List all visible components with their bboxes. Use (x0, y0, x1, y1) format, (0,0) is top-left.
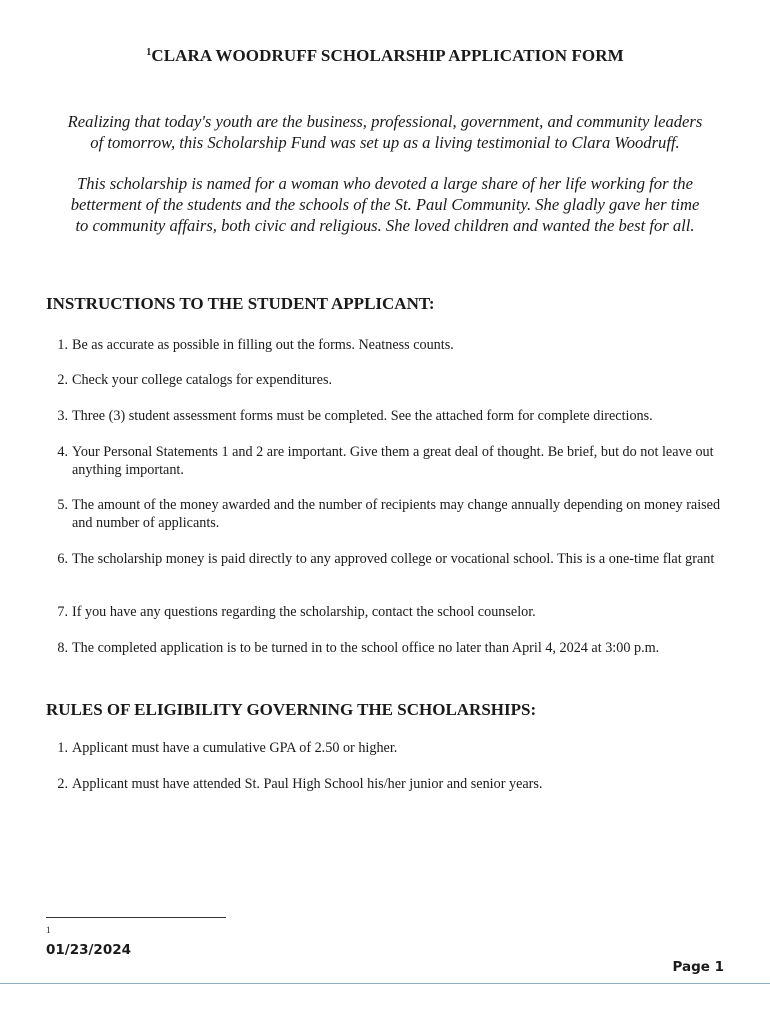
document-title (0, 46, 770, 66)
item-text: The scholarship money is paid directly to any approved college or vocational school. This is a one-time flat grant (72, 551, 715, 567)
item-number: 1. (57, 740, 68, 756)
item-number: 1. (57, 337, 68, 353)
intro-line: of tomorrow, this Scholarship Fund was set up as a living testimonial to Clara Woodruff. (90, 133, 680, 152)
item-text: Applicant must have a cumulative GPA of 2.50 or higher. (72, 740, 398, 756)
instructions-heading: INSTRUCTIONS TO THE STUDENT APPLICANT: (46, 294, 435, 313)
item-text: Your Personal Statements 1 and 2 are important. Give them a great deal of thought. Be brief, but do not leave out anything important. (72, 444, 714, 478)
page-number: Page 1 (672, 959, 724, 975)
list-item (50, 550, 730, 568)
item-text: Check your college catalogs for expenditures. (72, 372, 333, 388)
item-number: 5. (57, 497, 68, 513)
footnote-number: 1 (46, 925, 51, 935)
list-item (50, 603, 730, 621)
item-text: If you have any questions regarding the scholarship, contact the school counselor. (72, 604, 536, 620)
item-number: 2. (57, 372, 68, 388)
item-number: 7. (57, 604, 68, 620)
item-text: Be as accurate as possible in filling out the forms. Neatness counts. (72, 337, 454, 353)
eligibility-heading: RULES OF ELIGIBILITY GOVERNING THE SCHOLARSHIPS: (46, 700, 537, 719)
list-item (50, 739, 730, 757)
item-text: Applicant must have attended St. Paul High School his/her junior and senior years. (72, 776, 543, 792)
footnote-separator (46, 917, 226, 918)
item-text: The amount of the money awarded and the number of recipients may change annually depending on money raised and number of applicants. (72, 497, 721, 531)
item-number: 2. (57, 776, 68, 792)
item-text: Three (3) student assessment forms must be completed. See the attached form for complete directions. (72, 408, 653, 424)
list-item (50, 443, 730, 479)
title-text: CLARA WOODRUFF SCHOLARSHIP APPLICATION FORM (151, 46, 624, 65)
document-date: 01/23/2024 (46, 942, 132, 958)
intro-line: This scholarship is named for a woman who devoted a large share of her life working for the (77, 174, 693, 193)
list-item (50, 371, 730, 389)
intro-line: betterment of the students and the schools of the St. Paul Community. She gladly gave her time (70, 195, 700, 214)
list-item (50, 639, 730, 657)
intro-line: Realizing that today's youth are the business, professional, government, and community leaders (67, 112, 703, 131)
item-text: The completed application is to be turned in to the school office no later than April 4, 2024 at 3:00 p.m. (72, 640, 660, 656)
item-number: 3. (57, 408, 68, 424)
list-item (50, 407, 730, 425)
list-item (50, 775, 730, 793)
item-number: 4. (57, 444, 68, 460)
footer-rule (0, 983, 770, 984)
intro-paragraph-2 (40, 173, 730, 236)
item-number: 6. (57, 551, 68, 567)
list-item (50, 496, 730, 532)
item-number: 8. (57, 640, 68, 656)
title-footnote-mark: 1 (146, 47, 152, 58)
list-item (50, 336, 730, 354)
intro-paragraph-1 (40, 111, 730, 153)
intro-line: to community affairs, both civic and religious. She loved children and wanted the best for all. (75, 216, 695, 235)
